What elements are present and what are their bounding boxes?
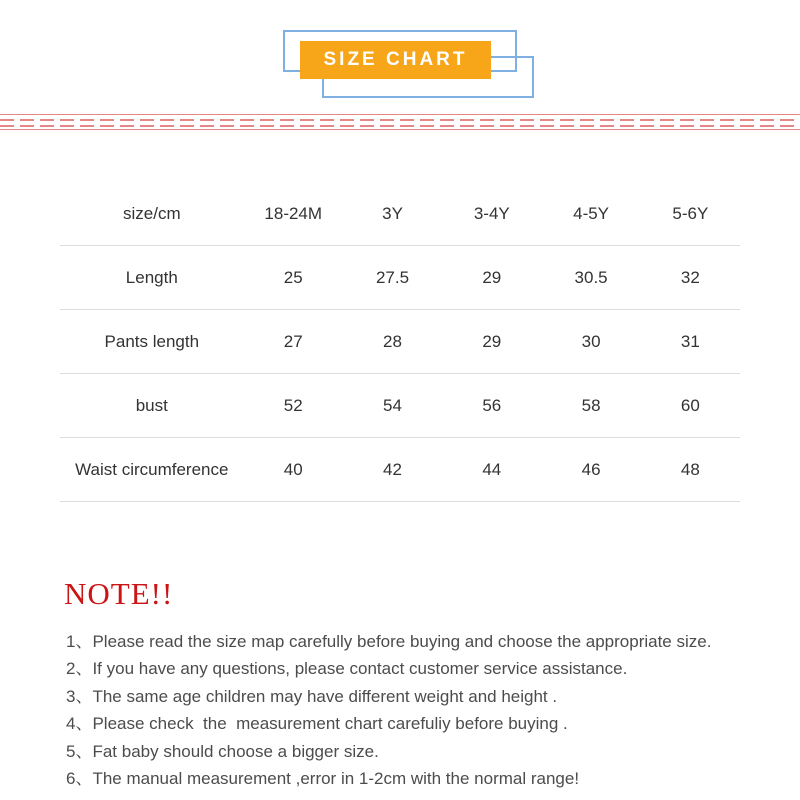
table-row bbox=[60, 438, 740, 502]
table-cell: 48 bbox=[641, 438, 740, 502]
table-cell: 31 bbox=[641, 310, 740, 374]
row-label: Length bbox=[60, 246, 244, 310]
table-cell: 56 bbox=[442, 374, 541, 438]
note-item: 4、Please check the measurement chart carefuliy before buying . bbox=[66, 714, 568, 734]
table-cell: 46 bbox=[541, 438, 640, 502]
table-cell: 30 bbox=[541, 310, 640, 374]
row-label: bust bbox=[60, 374, 244, 438]
table-header-cell: 3-4Y bbox=[442, 182, 541, 246]
table-cell: 29 bbox=[442, 246, 541, 310]
table-cell: 52 bbox=[244, 374, 343, 438]
table-cell: 32 bbox=[641, 246, 740, 310]
note-title: NOTE!! bbox=[64, 576, 174, 611]
table-header-cell: 3Y bbox=[343, 182, 442, 246]
banner bbox=[0, 0, 800, 110]
striped-divider bbox=[0, 114, 800, 130]
size-table bbox=[60, 182, 740, 502]
table-header-cell: 18-24M bbox=[244, 182, 343, 246]
table-cell: 42 bbox=[343, 438, 442, 502]
table-cell: 60 bbox=[641, 374, 740, 438]
note-list bbox=[66, 628, 764, 792]
table-cell: 28 bbox=[343, 310, 442, 374]
table-row bbox=[60, 310, 740, 374]
note-item: 1、Please read the size map carefully before buying and choose the appropriate size. bbox=[66, 632, 712, 651]
table-cell: 27 bbox=[244, 310, 343, 374]
row-label: Pants length bbox=[60, 310, 244, 374]
table-cell: 40 bbox=[244, 438, 343, 502]
table-cell: 58 bbox=[541, 374, 640, 438]
table-row bbox=[60, 374, 740, 438]
table-cell: 44 bbox=[442, 438, 541, 502]
table-header-row bbox=[60, 182, 740, 246]
table-row bbox=[60, 246, 740, 310]
table-cell: 29 bbox=[442, 310, 541, 374]
note-item: 5、Fat baby should choose a bigger size. bbox=[66, 741, 379, 761]
note-item: 6、The manual measurement ,error in 1-2cm with the normal range! bbox=[66, 769, 580, 789]
banner-title-box bbox=[300, 41, 491, 79]
table-cell: 30.5 bbox=[541, 246, 640, 310]
table-cell: 27.5 bbox=[343, 246, 442, 310]
row-label: Waist circumference bbox=[60, 438, 244, 502]
note-item: 2、If you have any questions, please contact customer service assistance. bbox=[66, 659, 628, 679]
table-header-cell: 5-6Y bbox=[641, 182, 740, 246]
table-cell: 54 bbox=[343, 374, 442, 438]
table-header-cell: size/cm bbox=[60, 182, 244, 246]
note-item: 3、The same age children may have different weight and height . bbox=[66, 686, 558, 706]
note-section bbox=[64, 576, 764, 792]
table-cell: 25 bbox=[244, 246, 343, 310]
banner-title: SIZE CHART bbox=[323, 49, 468, 70]
table-header-cell: 4-5Y bbox=[541, 182, 640, 246]
